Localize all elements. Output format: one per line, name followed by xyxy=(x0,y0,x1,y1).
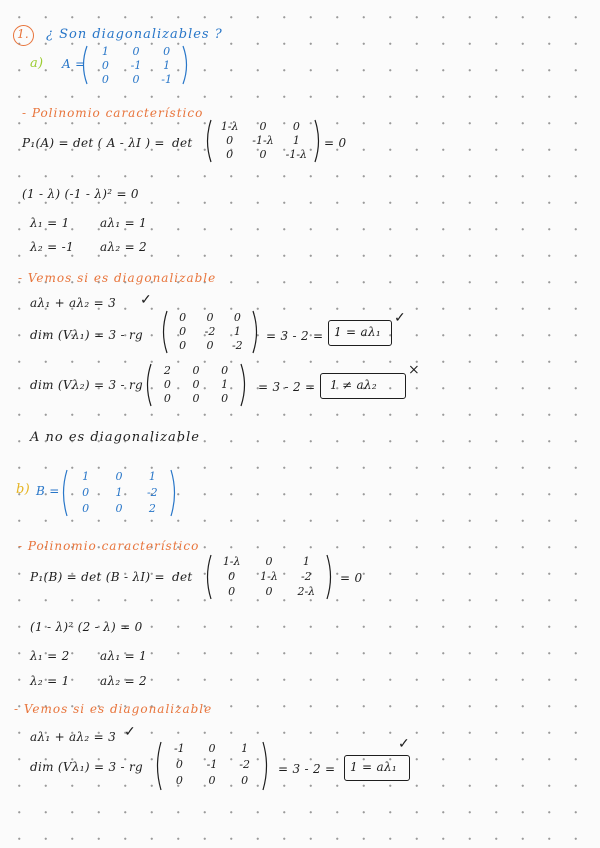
part-a-eigen1: λ₁ = 1 xyxy=(30,216,70,230)
exercise-number: 1. xyxy=(17,27,30,41)
part-b-alg1: aλ₁ = 1 xyxy=(100,649,147,663)
part-a-label: a) xyxy=(30,56,44,71)
dim2-matrix-cell: 0 xyxy=(192,364,200,377)
part-a-dim1-right: = 3 - 2 = xyxy=(266,329,324,343)
dim2-matrix-cell: 0 xyxy=(221,364,229,377)
check-icon: ✓ xyxy=(140,292,152,308)
char-matrix-cell: -1-λ xyxy=(285,148,308,161)
part-a-char-matrix-cells xyxy=(213,120,313,161)
dim2-matrix-cell: 0 xyxy=(163,378,171,391)
matrix-b-cell: 1 xyxy=(115,486,123,499)
part-b-dim1-left: dim (Vλ₁) = 3 - rg xyxy=(30,760,143,774)
check-icon: ✓ xyxy=(124,724,136,740)
check-icon: ✓ xyxy=(394,310,406,326)
part-b-dim1-matrix-cells xyxy=(163,742,261,787)
dim1-matrix-cell: 0 xyxy=(179,325,187,338)
matrix-b-name: B = xyxy=(36,484,60,498)
part-b-sum-line: aλ₁ + aλ₂ = 3 xyxy=(30,730,117,744)
matrix-a-cell: 1 xyxy=(101,45,109,58)
char-matrix-cell: 0 xyxy=(259,148,267,161)
part-a-section-diag: - Vemos si es diagonalizable xyxy=(18,271,217,285)
part-a-factored: (1 - λ) (-1 - λ)² = 0 xyxy=(22,187,139,201)
matrix-a-cell: -1 xyxy=(130,59,142,72)
char-matrix-cell: 1 xyxy=(302,555,310,568)
part-b-factored: (1 - λ)² (2 - λ) = 0 xyxy=(30,620,143,634)
matrix-b-cell: 0 xyxy=(82,502,90,515)
dim1-matrix-cell: 0 xyxy=(208,774,216,787)
matrix-a-cell: 0 xyxy=(163,45,171,58)
part-b-section-diag: - Vemos si es diagonalizable xyxy=(14,702,213,716)
part-a-eigen2: λ₂ = -1 xyxy=(30,240,74,254)
exercise-question: ¿ Son diagonalizables ? xyxy=(46,27,223,42)
dim1-matrix-cell: -2 xyxy=(231,339,243,352)
dim1-matrix-cell: 0 xyxy=(206,311,214,324)
char-matrix-cell: 0 xyxy=(265,585,273,598)
dim1-matrix-cell: 0 xyxy=(208,742,216,755)
cross-icon: × xyxy=(408,362,420,378)
matrix-b-cell: -2 xyxy=(146,486,158,499)
char-matrix-cell: 2-λ xyxy=(297,585,316,598)
part-b-dim1-matrix xyxy=(154,740,270,792)
matrix-a-cell: 1 xyxy=(163,59,171,72)
dim2-matrix-cell: 0 xyxy=(163,392,171,405)
dim1-matrix-cell: 0 xyxy=(206,339,214,352)
part-a-conclusion: A no es diagonalizable xyxy=(30,430,200,445)
part-b-alg2: aλ₂ = 2 xyxy=(100,674,147,688)
matrix-a-cell: 0 xyxy=(132,73,140,86)
matrix-b xyxy=(60,468,178,518)
part-b-label: b) xyxy=(16,482,30,497)
part-b-dim1-result: 1 = aλ₁ xyxy=(350,760,397,774)
matrix-a-cell: 0 xyxy=(101,73,109,86)
part-a-dim1-matrix-cells xyxy=(169,311,251,352)
char-matrix-cell: 1-λ xyxy=(260,570,278,583)
char-matrix-cell: 0 xyxy=(265,555,273,568)
part-a-dim1-result: 1 = aλ₁ xyxy=(334,325,381,339)
char-matrix-cell: 0 xyxy=(226,148,234,161)
part-b-eigen1: λ₁ = 2 xyxy=(30,649,70,663)
part-a-dim2-matrix-cells xyxy=(153,364,239,405)
part-b-dim1-right: = 3 - 2 = xyxy=(278,762,336,776)
matrix-a-cell: 0 xyxy=(101,59,109,72)
char-matrix-cell: 1 xyxy=(292,134,300,147)
char-matrix-cell: 1-λ xyxy=(222,555,241,568)
matrix-b-cell: 0 xyxy=(115,470,123,483)
char-matrix-cell: 0 xyxy=(259,120,267,133)
dim1-matrix-cell: 0 xyxy=(179,339,187,352)
dim2-matrix-cell: 0 xyxy=(192,392,200,405)
part-a-dim1-matrix xyxy=(160,309,260,355)
part-a-eq-zero: = 0 xyxy=(324,136,347,150)
matrix-b-cell: 2 xyxy=(148,502,156,515)
dim1-matrix-cell: 1 xyxy=(233,325,241,338)
matrix-b-cell: 1 xyxy=(148,470,156,483)
matrix-b-cells xyxy=(69,470,169,515)
char-matrix-cell: 0 xyxy=(228,570,236,583)
dim2-matrix-cell: 1 xyxy=(221,378,229,391)
dim1-matrix-cell: -1 xyxy=(206,758,218,771)
part-a-char-matrix xyxy=(204,118,322,164)
dim1-matrix-cell: 0 xyxy=(175,774,183,787)
char-matrix-cell: 0 xyxy=(292,120,300,133)
char-matrix-cell: -1-λ xyxy=(252,134,274,147)
part-b-det-word: det xyxy=(172,570,193,584)
char-matrix-cell: 0 xyxy=(228,585,236,598)
part-a-alg2: aλ₂ = 2 xyxy=(100,240,147,254)
matrix-a-name: A = xyxy=(62,57,86,71)
part-a-alg1: aλ₁ = 1 xyxy=(100,216,147,230)
matrix-a-cell: 0 xyxy=(132,45,140,58)
dim2-matrix-cell: 2 xyxy=(163,364,171,377)
part-a-char-poly-left: P₁(A) = det ( A - λI ) = xyxy=(22,136,165,150)
part-a-dim2-left: dim (Vλ₂) = 3 - rg xyxy=(30,378,143,392)
part-b-eq-zero: = 0 xyxy=(340,571,363,585)
dim1-matrix-cell: -1 xyxy=(173,742,185,755)
part-a-dim2-result: 1 ≠ aλ₂ xyxy=(330,378,377,392)
matrix-a xyxy=(80,44,190,86)
matrix-b-cell: 0 xyxy=(115,502,123,515)
dim1-matrix-cell: -2 xyxy=(239,758,251,771)
char-matrix-cell: 0 xyxy=(226,134,234,147)
char-matrix-cell: -2 xyxy=(300,570,312,583)
part-a-sum-line: aλ₁ + aλ₂ = 3 xyxy=(30,296,117,310)
part-a-dim2-matrix xyxy=(144,362,248,408)
check-icon: ✓ xyxy=(398,736,410,752)
part-a-section-char-poly: - Polinomio característico xyxy=(22,106,204,120)
dim1-matrix-cell: 0 xyxy=(175,758,183,771)
dim2-matrix-cell: 0 xyxy=(221,392,229,405)
char-matrix-cell: 1-λ xyxy=(220,120,239,133)
part-b-char-matrix-cells xyxy=(213,555,325,598)
part-a-dim1-left: dim (Vλ₁) = 3 - rg xyxy=(30,328,143,342)
matrix-a-cell: -1 xyxy=(161,73,173,86)
dim1-matrix-cell: -2 xyxy=(204,325,216,338)
part-b-char-poly-left: P₁(B) = det (B - λI) = xyxy=(30,570,165,584)
part-a-dim2-right: = 3 - 2 = xyxy=(258,380,316,394)
part-b-char-matrix xyxy=(204,553,334,601)
dim2-matrix-cell: 0 xyxy=(192,378,200,391)
dim1-matrix-cell: 0 xyxy=(241,774,249,787)
part-b-eigen2: λ₂ = 1 xyxy=(30,674,70,688)
matrix-b-cell: 0 xyxy=(82,486,90,499)
dim1-matrix-cell: 0 xyxy=(233,311,241,324)
matrix-a-cells xyxy=(90,45,182,86)
part-a-det-word: det xyxy=(172,136,193,150)
dim1-matrix-cell: 1 xyxy=(241,742,249,755)
part-b-section-char-poly: - Polinomio característico xyxy=(18,539,200,553)
matrix-b-cell: 1 xyxy=(82,470,90,483)
dim1-matrix-cell: 0 xyxy=(179,311,187,324)
